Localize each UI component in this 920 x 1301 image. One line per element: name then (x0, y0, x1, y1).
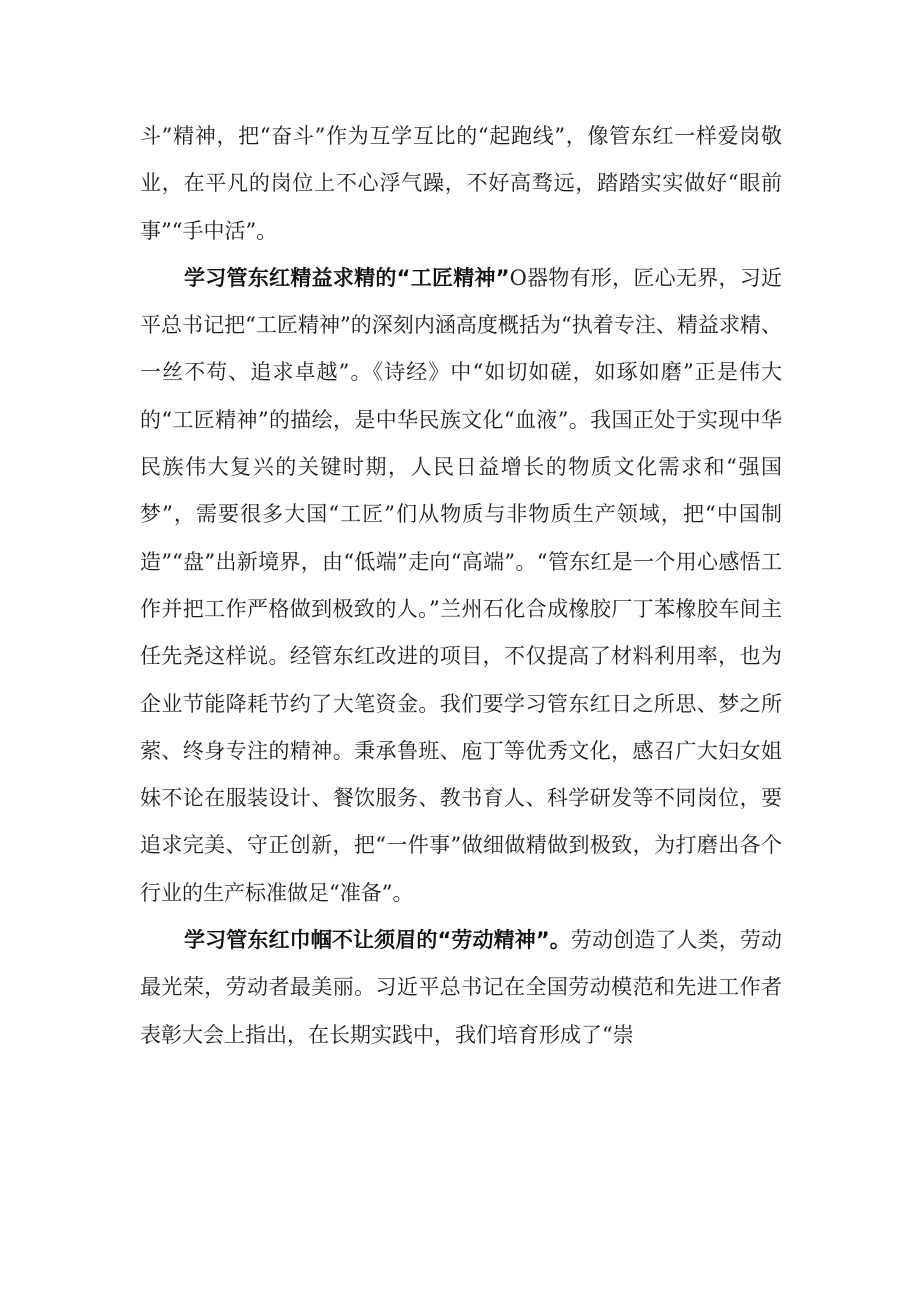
paragraph-text: 劳动创造了人类，劳动最光荣，劳动者最美丽。习近平总书记在全国劳动模范和先进工作者表彰大会上指出，在长期实践中，我们培育形成了“崇 (140, 928, 782, 1047)
paragraph-labor-spirit (140, 917, 782, 1059)
paragraph-text: O器物有形，匠心无界，习近平总书记把“工匠精神”的深刻内涵高度概括为“执着专注、精益求精、一丝不苟、追求卓越”。《诗经》中“如切如磋，如琢如磨”正是伟大的“工匠精神”的描绘，是中华民族文化“血液”。我国正处于实现中华民族伟大复兴的关键时期，人民日益增长的物质文化需求和“强国梦”，需要很多大国“工匠”们从物质与非物质生产领域，把“中国制造”“盘”出新境界，由“低端”走向“高端”。“管东红是一个用心感悟工作并把工作严格做到极致的人。”兰州石化合成橡胶厂丁苯橡胶车间主任先尧这样说。经管东红改进的项目，不仅提高了材料利用率，也为企业节能降耗节约了大笔资金。我们要学习管东红日之所思、梦之所萦、终身专注的精神。秉承鲁班、庖丁等优秀文化，感召广大妇女姐妹不论在服装设计、餐饮服务、教书育人、科学研发等不同岗位，要追求完美、守正创新，把“一件事”做细做精做到极致，为打磨出各个行业的生产标准做足“准备”。 (140, 265, 782, 905)
document-body (140, 113, 782, 1059)
paragraph-heading: 学习管东红精益求精的“工匠精神” (184, 265, 510, 290)
paragraph-heading: 学习管东红巾帼不让须眉的“劳动精神”。 (184, 928, 571, 953)
paragraph-craftsman-spirit (140, 255, 782, 917)
paragraph-continuation (140, 113, 782, 255)
paragraph-text: 斗”精神，把“奋斗”作为互学互比的“起跑线”，像管东红一样爱岗敬业，在平凡的岗位上不心浮气躁，不好高骛远，踏踏实实做好“眼前事”“手中活”。 (140, 124, 782, 243)
